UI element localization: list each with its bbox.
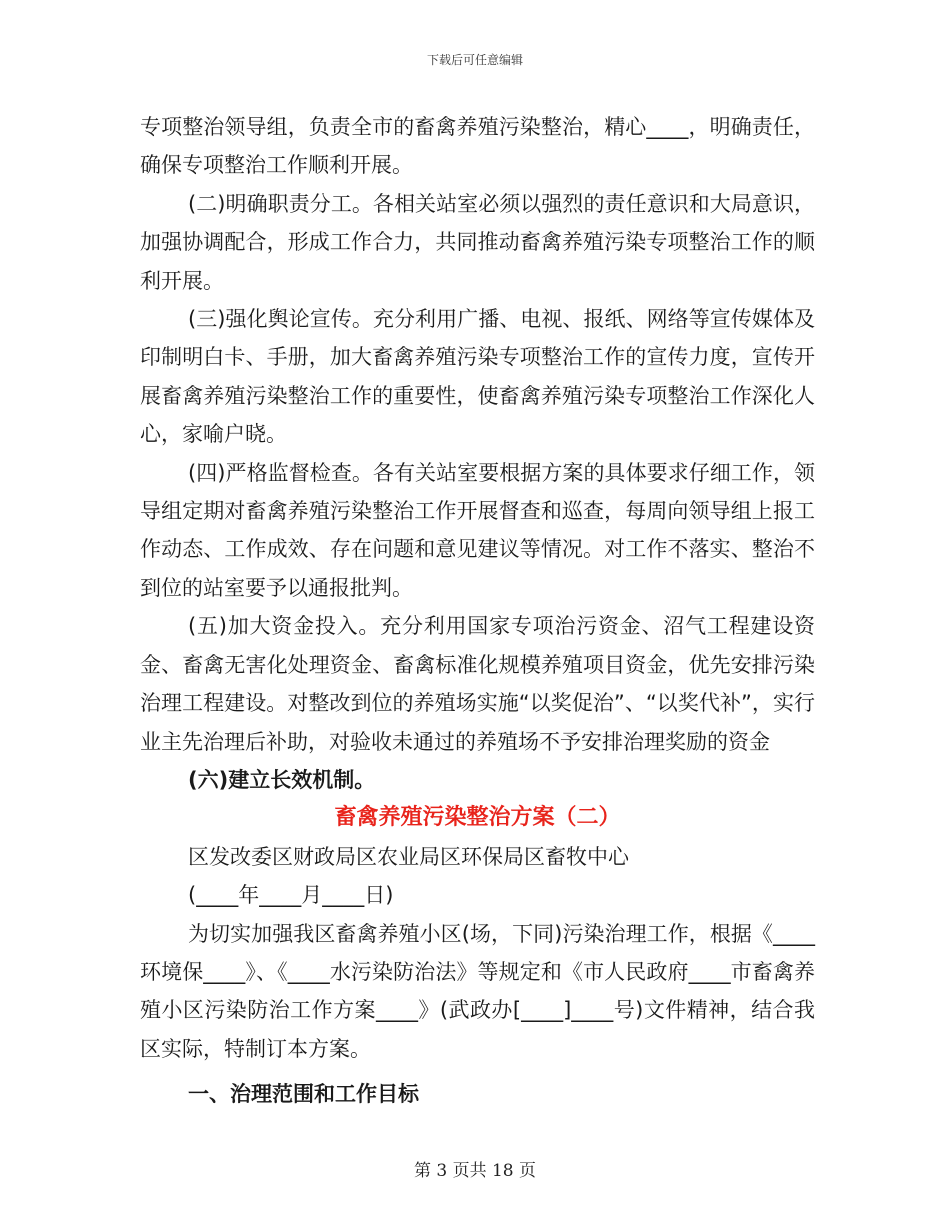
paragraph-publicity: (三)强化舆论宣传。充分利用广播、电视、报纸、网络等宣传媒体及印制明白卡、手册，加大畜禽养殖污染专项整治工作的宣传力度，宣传开展畜禽养殖污染整治工作的重要性，使畜禽养殖污染专项整治工作深化人心，家喻户晓。 — [140, 307, 815, 447]
paragraph-leadership-group: 专项整治领导组，负责全市的畜禽养殖污染整治，精心____，明确责任，确保专项整治工作顺利开展。 — [140, 115, 815, 178]
paragraph-supervision: (四)严格监督检查。各有关站室要根据方案的具体要求仔细工作，领导组定期对畜禽养殖污染整治工作开展督查和巡查，每周向领导组上报工作动态、工作成效、存在问题和意见建议等情况。对工作不落实、整治不到位的站室要予以通报批判。 — [140, 460, 815, 600]
paragraph-introduction: 为切实加强我区畜禽养殖小区(场，下同)污染治理工作，根据《____环境保____》、《____水污染防治法》等规定和《市人民政府____市畜禽养殖小区污染防治工作方案____》(武政办[____]____号)文件精神，结合我区实际，特制订本方案。 — [140, 921, 815, 1061]
page-header: 下载后可任意编辑 — [426, 53, 523, 67]
issue-date: (____年____月____日) — [188, 883, 394, 908]
paragraph-long-term-mechanism: (六)建立长效机制。 — [188, 767, 376, 792]
paragraph-funding: (五)加大资金投入。充分利用国家专项治污资金、沼气工程建设资金、畜禽无害化处理资金、畜禽标准化规模养殖项目资金，优先安排污染治理工程建设。对整改到位的养殖场实施“以奖促治”、“以奖代补”，实行业主先治理后补助，对验收未通过的养殖场不予安排治理奖励的资金 — [140, 614, 815, 754]
document-body — [140, 108, 815, 1114]
section-heading-scope: 一、治理范围和工作目标 — [188, 1082, 419, 1107]
page-number: 第 3 页共 18 页 — [413, 1161, 537, 1181]
section-title: 畜禽养殖污染整治方案（二） — [334, 805, 621, 831]
paragraph-clarify-duties: (二)明确职责分工。各相关站室必须以强烈的责任意识和大局意识，加强协调配合，形成工作合力，共同推动畜禽养殖污染专项整治工作的顺利开展。 — [140, 191, 815, 293]
issuing-departments: 区发改委区财政局区农业局区环保局区畜牧中心 — [188, 844, 629, 869]
